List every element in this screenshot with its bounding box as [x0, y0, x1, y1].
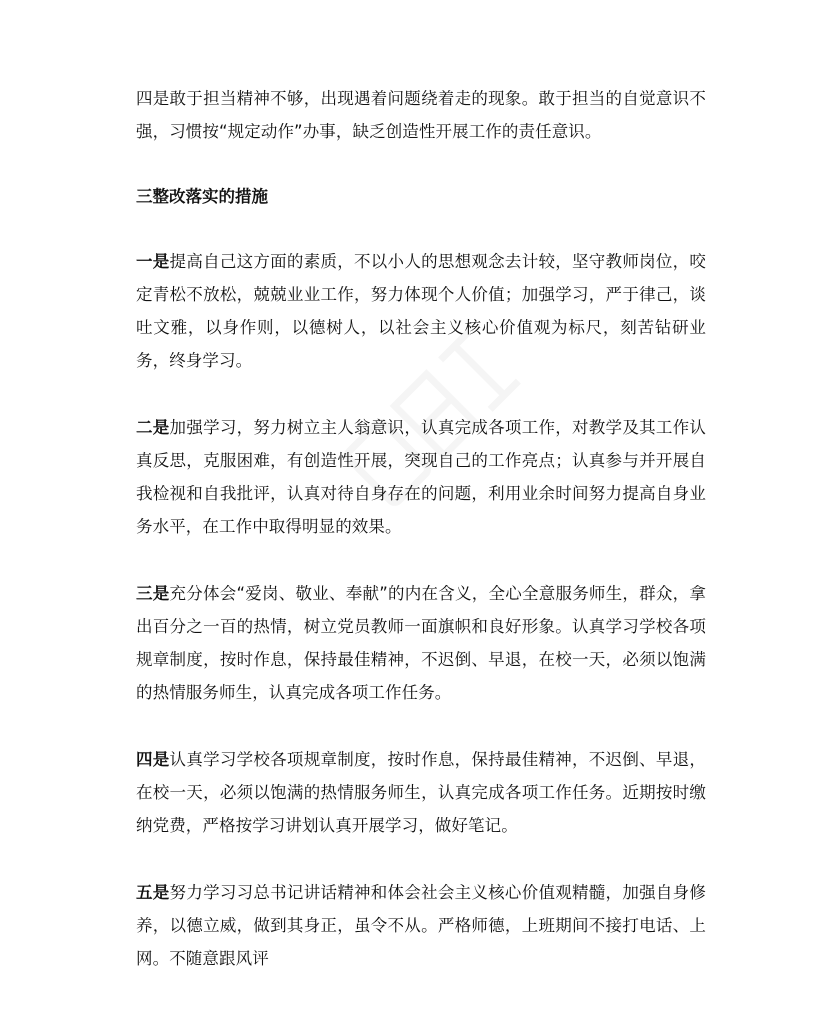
measure-item-5-lead: 五是 [136, 883, 170, 902]
measure-item-2 [136, 411, 706, 543]
measure-item-3 [136, 577, 706, 709]
document-body [136, 82, 706, 1009]
measure-item-2-text: 加强学习，努力树立主人翁意识，认真完成各项工作，对教学及其工作认真反思，克服困难，有创造性开展，突现自己的工作亮点；认真参与并开展自我检视和自我批评，认真对待自身存在的问题，利用业余时间努力提高自身业务水平，在工作中取得明显的效果。 [136, 418, 707, 536]
measure-item-4-text: 认真学习学校各项规章制度，按时作息，保持最佳精神，不迟倒、早退，在校一天，必须以饱满的热情服务师生，认真完成各项工作任务。近期按时缴纳党费，严格按学习讲划认真开展学习，做好笔记。 [136, 750, 707, 835]
measure-item-4-lead: 四是 [136, 750, 170, 769]
measure-item-4 [136, 743, 706, 842]
measure-item-3-text: 充分体会“爱岗、敬业、奉献”的内在含义，全心全意服务师生，群众，拿出百分之一百的热情，树立党员教师一面旗帜和良好形象。认真学习学校各项规章制度，按时作息，保持最佳精神，不迟倒、早退，在校一天，必须以饱满的热情服务师生，认真完成各项工作任务。 [136, 584, 706, 702]
section-heading: 三整改落实的措施 [136, 187, 268, 206]
measure-item-3-lead: 三是 [136, 584, 170, 603]
measure-item-1 [136, 245, 706, 377]
measure-item-5 [136, 876, 706, 975]
intro-paragraph: 四是敢于担当精神不够，出现遇着问题绕着走的现象。敢于担当的自觉意识不强，习惯按“规定动作”办事，缺乏创造性开展工作的责任意识。 [136, 89, 706, 141]
measure-item-1-lead: 一是 [136, 252, 170, 271]
measure-item-2-lead: 二是 [136, 418, 170, 437]
measure-item-5-text: 努力学习习总书记讲话精神和体会社会主义核心价值观精髓，加强自身修养，以德立威，做到其身正，虽令不从。严格师德，上班期间不接打电话、上网。不随意跟风评 [136, 883, 707, 968]
measure-item-1-text: 提高自己这方面的素质，不以小人的思想观念去计较，坚守教师岗位，咬定青松不放松，兢兢业业工作，努力体现个人价值；加强学习，严于律己，谈吐文雅，以身作则，以德树人，以社会主义核心价值观为标尺，刻苦钻研业务，终身学习。 [136, 252, 707, 370]
